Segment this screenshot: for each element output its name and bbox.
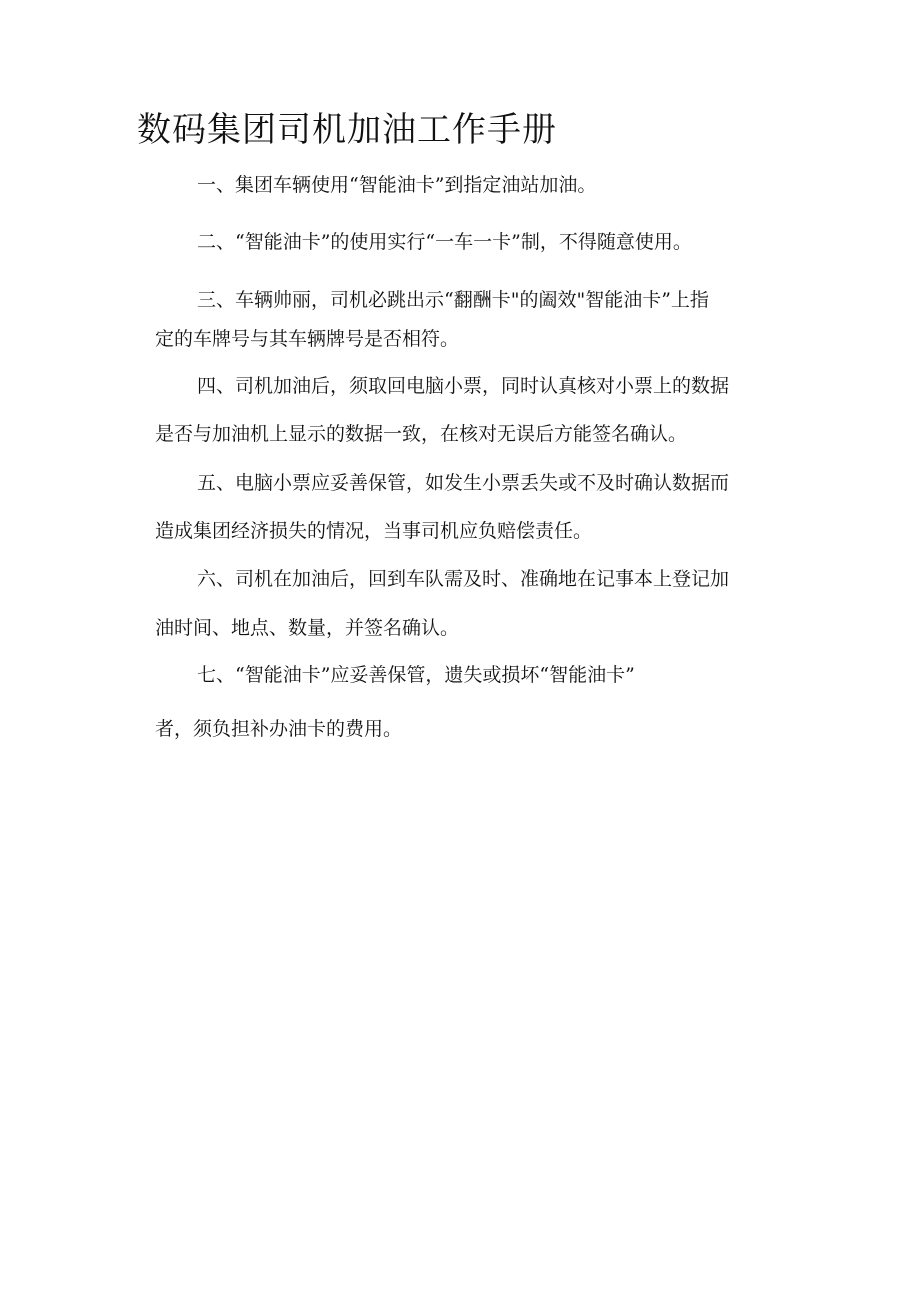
rule-4-line-1: 四、司机加油后，须取回电脑小票，同时认真核对小票上的数据 (197, 375, 730, 397)
rule-7-line-1: 七、“智能油卡”应妥善保管，遗失或损坏“智能油卡” (197, 664, 635, 686)
rule-6-line-1: 六、司机在加油后，回到车队需及时、准确地在记事本上登记加 (197, 568, 730, 590)
rule-6-line-2: 油时间、地点、数量，并签名确认。 (155, 617, 460, 639)
rule-3-line-1: 三、车辆帅丽，司机必跳出示“翻酬卡"的阖效"智能油卡”上指 (197, 289, 709, 311)
rule-7-line-2: 者，须负担补办油卡的费用。 (155, 718, 403, 740)
page-title: 数码集团司机加油工作手册 (137, 110, 557, 150)
rule-5-line-2: 造成集团经济损失的情况，当事司机应负赔偿责任。 (155, 520, 593, 542)
rule-3-line-2: 定的车牌号与其车辆牌号是否相符。 (155, 328, 460, 350)
rule-2-line: 二、“智能油卡”的使用实行“一车一卡”制，不得随意使用。 (197, 231, 692, 253)
rule-1-line: 一、集团车辆使用“智能油卡”到指定油站加油。 (197, 174, 597, 196)
rule-4-line-2: 是否与加油机上显示的数据一致，在核对无误后方能签名确认。 (155, 423, 688, 445)
rule-5-line-1: 五、电脑小票应妥善保管，如发生小票丢失或不及时确认数据而 (197, 472, 730, 494)
